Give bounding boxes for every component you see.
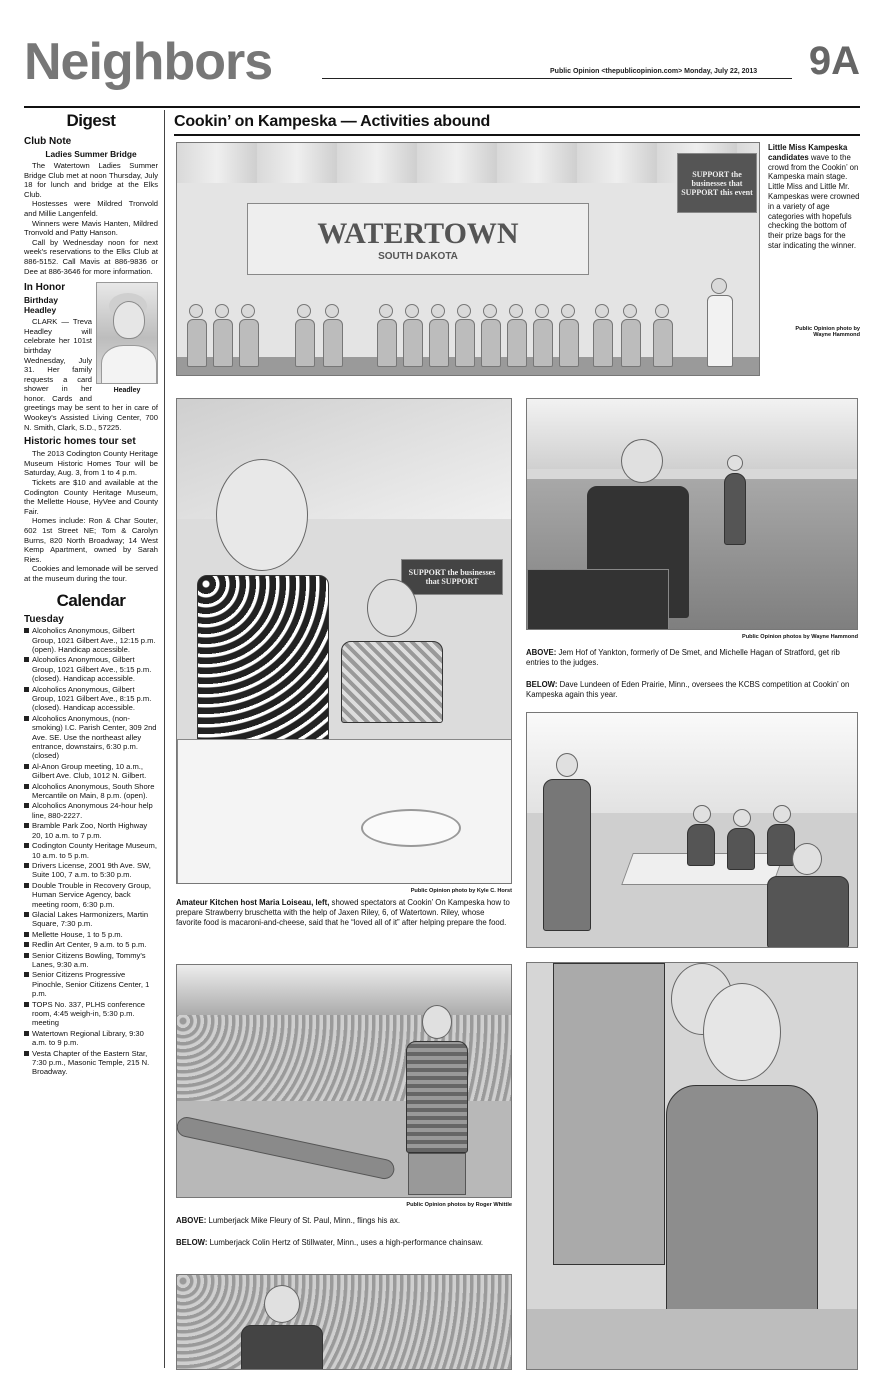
- calendar-item: Alcoholics Anonymous, Gilbert Group, 1021 Gilbert Ave., 12:15 p.m. (open). Handicap accessible.: [24, 626, 158, 654]
- calendar-item: Senior Citizens Progressive Pinochle, Senior Citizens Center, 1 p.m.: [24, 970, 158, 998]
- calendar-item: Redlin Art Center, 9 a.m. to 5 p.m.: [24, 940, 158, 949]
- kitchen-support-sign: SUPPORT the businesses that SUPPORT: [401, 559, 503, 595]
- kitchen-photo: [176, 398, 512, 884]
- lumberjack-ax-photo: [176, 964, 512, 1198]
- crowd: [177, 1275, 512, 1370]
- calendar-title: Calendar: [56, 590, 126, 610]
- rib-above-label: ABOVE:: [526, 648, 557, 657]
- calendar-item: Al-Anon Group meeting, 10 a.m., Gilbert Ave. Club, 1012 N. Gilbert.: [24, 762, 158, 781]
- spectator-photo: [526, 962, 858, 1370]
- homes-tour-paragraph: Tickets are $10 and available at the Codington County Heritage Museum, the Mellette House, HyVee and County Fair.: [24, 478, 158, 516]
- calendar-item: Senior Citizens Bowling, Tommy's Lanes, 9:30 a.m.: [24, 951, 158, 970]
- host-figure: [187, 459, 337, 747]
- rib-crate: [527, 569, 669, 630]
- calendar-item: Bramble Park Zoo, North Highway 20, 10 a.m. to 7 p.m.: [24, 821, 158, 840]
- stage-caption-lead: Little Miss Kampeska candidates: [768, 143, 848, 162]
- watertown-banner: [247, 203, 589, 275]
- portrait-image: [96, 282, 158, 384]
- dateline: Public Opinion <thepublicopinion.com> Monday, July 22, 2013: [550, 68, 758, 75]
- kitchen-caption-lead: Amateur Kitchen host Maria Loiseau, left,: [176, 898, 330, 907]
- in-honor-section: [24, 282, 158, 432]
- rib-below-caption: [526, 680, 860, 700]
- banner-subtitle: SOUTH DAKOTA: [378, 250, 458, 262]
- digest-title: Digest: [66, 111, 116, 130]
- calendar-day: Tuesday: [24, 613, 64, 625]
- tent-roof: [177, 143, 759, 183]
- support-sign: SUPPORT the businesses that SUPPORT this event: [677, 153, 757, 213]
- calendar-item: Double Trouble in Recovery Group, Human Service Agency, back meeting room, 6:30 p.m.: [24, 881, 158, 909]
- lumberjack-photos-credit: Public Opinion photos by Roger Whittle: [406, 1202, 512, 1208]
- lumberjack-figure: [397, 1005, 477, 1195]
- homes-tour-paragraph: Homes include: Ron & Char Souter, 602 1st Street NE; Tom & Carolyn Burns, 820 North Broadway; 14 West Kemp Apartment, owned by Sarah Ries.: [24, 516, 158, 564]
- bystander-figure: [717, 455, 753, 545]
- plate: [361, 809, 461, 847]
- official-figure: [537, 753, 597, 931]
- lumberjack-above-caption: [176, 1216, 512, 1226]
- lumberjack-below-label: BELOW:: [176, 1238, 208, 1247]
- stage-photo: [176, 142, 760, 376]
- club-note-heading: Club Note: [24, 136, 72, 147]
- headley-photo-caption: Headley: [113, 387, 141, 395]
- in-honor-subheading: Birthday Headley: [24, 295, 58, 316]
- lumberjack-chainsaw-photo: [176, 1274, 512, 1370]
- calendar-item: Alcoholics Anonymous 24-hour help line, 880-2227.: [24, 801, 158, 820]
- masthead-rule: [322, 78, 792, 79]
- rib-below-text: Dave Lundeen of Eden Prairie, Minn., oversees the KCBS competition at Cookin’ on Kampeska again this year.: [526, 680, 850, 699]
- masthead: [24, 33, 860, 108]
- stage-photo-caption: [768, 143, 860, 251]
- kcbs-competition-photo: [526, 712, 858, 948]
- calendar-item: Codington County Heritage Museum, 10 a.m. to 5 p.m.: [24, 841, 158, 860]
- homes-tour-paragraph: The 2013 Codington County Heritage Museum Historic Homes Tour will be Saturday, Aug. 3, from 1 to 4 p.m.: [24, 449, 158, 478]
- club-note-paragraph: Hostesses were Mildred Tronvold and Millie Langenfeld.: [24, 199, 158, 218]
- banner-title: WATERTOWN: [317, 216, 519, 250]
- calendar-item: Mellette House, 1 to 5 p.m.: [24, 930, 158, 939]
- club-note-paragraph: Call by Wednesday noon for next week's reservations to the Elks Club at 886-5152. Call Mavis at 886-9836 or Dee at 886-3646 for more information.: [24, 237, 158, 276]
- headley-photo: [96, 282, 158, 398]
- calendar-item: Vesta Chapter of the Eastern Star, 7:30 p.m., Masonic Temple, 215 N. Broadway.: [24, 1049, 158, 1077]
- child-figure: [337, 579, 447, 723]
- homes-tour-heading: Historic homes tour set: [24, 436, 136, 448]
- column-divider: [164, 110, 165, 1368]
- left-rail: [24, 110, 158, 1372]
- in-honor-heading: In Honor: [24, 282, 66, 294]
- rib-below-label: BELOW:: [526, 680, 558, 689]
- kitchen-photo-credit: Public Opinion photo by Kyle C. Horst: [410, 888, 512, 894]
- masthead-bottom-rule: [24, 106, 860, 108]
- rib-above-caption: [526, 648, 860, 668]
- calendar-item: TOPS No. 337, PLHS conference room, 4:45 weigh-in, 5:30 p.m. meeting: [24, 1000, 158, 1028]
- calendar-item: Drivers License, 2001 9th Ave. SW, Suite 100, 7 a.m. to 5:30 p.m.: [24, 861, 158, 880]
- calendar-item: Alcoholics Anonymous, Gilbert Group, 1021 Gilbert Ave., 8:15 p.m. (closed). Handicap accessible.: [24, 685, 158, 713]
- page-number: 9A: [808, 39, 860, 83]
- calendar-item: Alcoholics Anonymous, (non-smoking) I.C. Parish Center, 309 2nd Ave. SE. Use the northeast alley entrance, downstairs, 6:30 p.m. (closed): [24, 714, 158, 761]
- section-name: Neighbors: [24, 33, 273, 91]
- kitchen-photo-caption: [176, 898, 512, 927]
- stage-caption-body: wave to the crowd from the Cookin’ on Kampeska main stage. Little Miss and Little Mr. Kampeskas were crowned in a variety of age categories with hopefuls checking the bottom of their prize bags for the star indicating the winner.: [768, 152, 860, 250]
- rib-photos-credit: Public Opinion photos by Wayne Hammond: [741, 634, 858, 640]
- rib-above-text: Jem Hof of Yankton, formerly of De Smet, and Michelle Hagan of Stratford, get rib entries to the judges.: [526, 648, 840, 667]
- calendar-item: Alcoholics Anonymous, Gilbert Group, 1021 Gilbert Ave., 5:15 p.m. (closed). Handicap accessible.: [24, 655, 158, 683]
- lumberjack-above-label: ABOVE:: [176, 1216, 207, 1225]
- kitchen-counter: [177, 739, 512, 884]
- club-note-paragraph: The Watertown Ladies Summer Bridge Club met at noon Thursday, July 18 for lunch and bridge at the Elks Club.: [24, 161, 158, 199]
- kitchen-caption-body: showed spectators at Cookin’ On Kampeska how to prepare Strawberry bruschetta with the help of Jaxen Riley, 6, of Watertown. Riley, whose favorite food is macaroni-and-cheese, said that he “loved all of it” after helping prepare the food.: [176, 898, 510, 927]
- rib-judging-photo: [526, 398, 858, 630]
- lumberjack-below-text: Lumberjack Colin Hertz of Stillwater, Minn., uses a high-performance chainsaw.: [207, 1238, 484, 1247]
- pavement: [527, 1309, 858, 1369]
- story-headline: Cookin’ on Kampeska — Activities abound: [174, 113, 491, 130]
- homes-tour-paragraph: Cookies and lemonade will be served at the museum during the tour.: [24, 564, 158, 583]
- woman-figure: [627, 983, 857, 1327]
- lumberjack-above-text: Lumberjack Mike Fleury of St. Paul, Minn., flings his ax.: [206, 1216, 401, 1225]
- in-honor-text: CLARK — Treva Headley will celebrate her 101st birthday Wednesday, July 31. Her family requests a card shower in her honor. Cards and greetings may be sent to her in care of Wookey's Assisted Living Center, 700 N. Smith, Clark, S.D., 57225.: [24, 317, 158, 432]
- calendar-item: Watertown Regional Library, 9:30 a.m. to 9 p.m.: [24, 1029, 158, 1048]
- club-note-subheading: Ladies Summer Bridge: [45, 149, 137, 159]
- lumberjack-below-caption: [176, 1238, 512, 1248]
- stage-photo-credit: Public Opinion photo by Wayne Hammond: [795, 326, 860, 338]
- club-note-paragraph: Winners were Mavis Hanten, Mildred Tronvold and Patty Hanson.: [24, 218, 158, 238]
- calendar-item: Alcoholics Anonymous, South Shore Mercantile on Main, 8 p.m. (open).: [24, 782, 158, 801]
- chainsaw-lumberjack-figure: [237, 1285, 327, 1370]
- calendar-item: Glacial Lakes Harmonizers, Martin Square, 7:30 p.m.: [24, 910, 158, 929]
- calendar-list: [24, 626, 158, 1077]
- headline-rule: [174, 134, 860, 136]
